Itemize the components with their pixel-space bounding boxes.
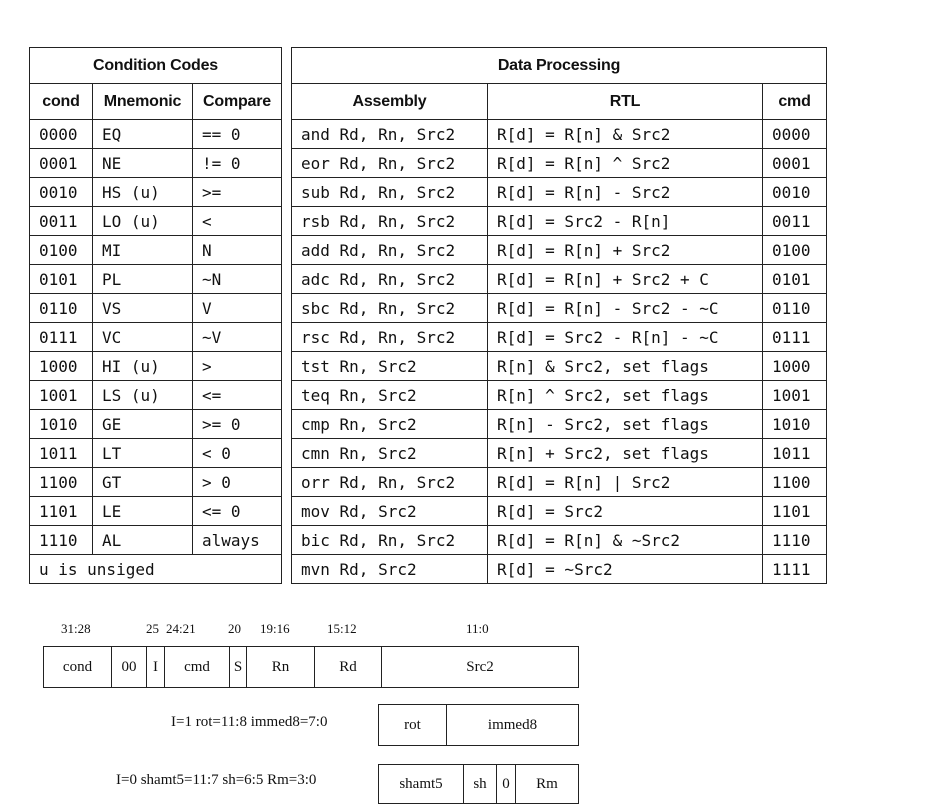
field-zero: 0 xyxy=(496,765,515,803)
cell-compare: <= xyxy=(193,381,282,410)
cell-cmd: 1010 xyxy=(763,410,827,439)
cell-rtl: R[n] ^ Src2, set flags xyxy=(488,381,763,410)
table-row xyxy=(30,149,282,178)
field-shamt5: shamt5 xyxy=(399,775,443,792)
field-rm: Rm xyxy=(515,765,578,803)
table-row xyxy=(30,410,282,439)
col-header-rtl: RTL xyxy=(488,84,763,120)
table-row xyxy=(292,468,827,497)
field-src2: Src2 xyxy=(381,647,578,687)
cell-compare: <= 0 xyxy=(193,497,282,526)
immediate-format-label: I=1 rot=11:8 immed8=7:0 xyxy=(171,714,328,730)
cell-cmd: 0011 xyxy=(763,207,827,236)
cell-cmd: 1100 xyxy=(763,468,827,497)
field-immed8: immed8 xyxy=(446,705,578,745)
cell-cond: 1101 xyxy=(30,497,93,526)
cell-compare: < xyxy=(193,207,282,236)
bit-label: 11:0 xyxy=(466,621,489,636)
bit-label: 31:28 xyxy=(61,621,91,636)
cell-mnemonic: HS (u) xyxy=(93,178,193,207)
cell-assembly: tst Rn, Src2 xyxy=(292,352,488,381)
cell-mnemonic: NE xyxy=(93,149,193,178)
cell-cond: 1010 xyxy=(30,410,93,439)
col-header-cmd: cmd xyxy=(763,84,827,120)
cell-rtl: R[d] = R[n] & Src2 xyxy=(488,120,763,149)
cell-assembly: mvn Rd, Src2 xyxy=(292,555,488,584)
table-row xyxy=(292,294,827,323)
cell-mnemonic: MI xyxy=(93,236,193,265)
cell-mnemonic: EQ xyxy=(93,120,193,149)
table-row xyxy=(292,381,827,410)
immediate-src2-box xyxy=(378,704,579,746)
cell-assembly: and Rd, Rn, Src2 xyxy=(292,120,488,149)
cell-cond: 1000 xyxy=(30,352,93,381)
cell-cond: 0100 xyxy=(30,236,93,265)
cell-compare: == 0 xyxy=(193,120,282,149)
bit-label: 25 xyxy=(146,621,159,636)
cell-assembly: orr Rd, Rn, Src2 xyxy=(292,468,488,497)
table-row xyxy=(30,381,282,410)
table-row xyxy=(30,352,282,381)
cell-compare: ~N xyxy=(193,265,282,294)
condition-codes-table xyxy=(29,47,282,584)
bit-label: 24:21 xyxy=(166,621,196,636)
table-row xyxy=(292,207,827,236)
cell-mnemonic: GT xyxy=(93,468,193,497)
table-row xyxy=(30,526,282,555)
cell-rtl: R[d] = R[n] - Src2 - ~C xyxy=(488,294,763,323)
cell-rtl: R[n] + Src2, set flags xyxy=(488,439,763,468)
cell-compare: always xyxy=(193,526,282,555)
cell-mnemonic: VC xyxy=(93,323,193,352)
table-row xyxy=(292,265,827,294)
table-row xyxy=(292,439,827,468)
cell-rtl: R[d] = R[n] - Src2 xyxy=(488,178,763,207)
cell-rtl: R[d] = R[n] + Src2 + C xyxy=(488,265,763,294)
cell-assembly: rsc Rd, Rn, Src2 xyxy=(292,323,488,352)
table-row xyxy=(292,526,827,555)
cell-rtl: R[d] = Src2 - R[n] - ~C xyxy=(488,323,763,352)
cell-assembly: bic Rd, Rn, Src2 xyxy=(292,526,488,555)
cell-compare: N xyxy=(193,236,282,265)
cell-rtl: R[n] & Src2, set flags xyxy=(488,352,763,381)
cell-mnemonic: LS (u) xyxy=(93,381,193,410)
cell-cond: 0001 xyxy=(30,149,93,178)
cell-cmd: 0110 xyxy=(763,294,827,323)
cell-rtl: R[d] = R[n] ^ Src2 xyxy=(488,149,763,178)
cell-compare: > xyxy=(193,352,282,381)
field-cmd: cmd xyxy=(164,647,229,687)
cell-rtl: R[d] = R[n] & ~Src2 xyxy=(488,526,763,555)
field-rn: Rn xyxy=(246,647,314,687)
table-row xyxy=(292,120,827,149)
cell-compare: != 0 xyxy=(193,149,282,178)
cell-mnemonic: LT xyxy=(93,439,193,468)
table-row xyxy=(30,468,282,497)
cell-cmd: 1101 xyxy=(763,497,827,526)
cell-assembly: teq Rn, Src2 xyxy=(292,381,488,410)
cell-mnemonic: GE xyxy=(93,410,193,439)
cell-assembly: add Rd, Rn, Src2 xyxy=(292,236,488,265)
footnote-row xyxy=(30,555,282,584)
table-row xyxy=(292,178,827,207)
field-s: S xyxy=(229,647,246,687)
field-rd: Rd xyxy=(314,647,381,687)
cell-cond: 1100 xyxy=(30,468,93,497)
cell-assembly: eor Rd, Rn, Src2 xyxy=(292,149,488,178)
cell-cmd: 1110 xyxy=(763,526,827,555)
cell-cond: 0011 xyxy=(30,207,93,236)
cell-cond: 0111 xyxy=(30,323,93,352)
cell-cmd: 0101 xyxy=(763,265,827,294)
instruction-word-box xyxy=(43,646,579,688)
table-row xyxy=(30,265,282,294)
field-cond: cond xyxy=(62,658,93,675)
table-row xyxy=(30,294,282,323)
cell-assembly: rsb Rd, Rn, Src2 xyxy=(292,207,488,236)
cell-compare: > 0 xyxy=(193,468,282,497)
table-row xyxy=(30,178,282,207)
cell-compare: V xyxy=(193,294,282,323)
cell-cond: 1001 xyxy=(30,381,93,410)
table-row xyxy=(292,497,827,526)
cell-cmd: 0010 xyxy=(763,178,827,207)
cell-assembly: adc Rd, Rn, Src2 xyxy=(292,265,488,294)
bit-label: 15:12 xyxy=(327,621,357,636)
table-row xyxy=(30,120,282,149)
register-format-label: I=0 shamt5=11:7 sh=6:5 Rm=3:0 xyxy=(116,772,317,788)
cell-cond: 0101 xyxy=(30,265,93,294)
col-header-cond: cond xyxy=(30,84,93,120)
table-row xyxy=(30,323,282,352)
data-processing-table xyxy=(291,47,827,584)
cell-mnemonic: LE xyxy=(93,497,193,526)
table-row xyxy=(292,555,827,584)
cell-rtl: R[d] = ~Src2 xyxy=(488,555,763,584)
cell-mnemonic: VS xyxy=(93,294,193,323)
col-header-assembly: Assembly xyxy=(292,84,488,120)
register-src2-box xyxy=(378,764,579,804)
cell-cond: 0010 xyxy=(30,178,93,207)
cell-cmd: 1011 xyxy=(763,439,827,468)
table-row xyxy=(30,207,282,236)
cell-assembly: cmp Rn, Src2 xyxy=(292,410,488,439)
cell-mnemonic: PL xyxy=(93,265,193,294)
cell-assembly: mov Rd, Src2 xyxy=(292,497,488,526)
cell-assembly: cmn Rn, Src2 xyxy=(292,439,488,468)
table-row xyxy=(30,497,282,526)
cell-mnemonic: HI (u) xyxy=(93,352,193,381)
bit-label: 20 xyxy=(228,621,241,636)
col-header-mnemonic: Mnemonic xyxy=(93,84,193,120)
cell-rtl: R[d] = Src2 xyxy=(488,497,763,526)
cell-rtl: R[n] - Src2, set flags xyxy=(488,410,763,439)
cell-rtl: R[d] = R[n] | Src2 xyxy=(488,468,763,497)
cell-cmd: 0000 xyxy=(763,120,827,149)
cell-rtl: R[d] = Src2 - R[n] xyxy=(488,207,763,236)
col-header-compare: Compare xyxy=(193,84,282,120)
table-row xyxy=(30,439,282,468)
cell-cmd: 0100 xyxy=(763,236,827,265)
table-row xyxy=(292,236,827,265)
cell-rtl: R[d] = R[n] + Src2 xyxy=(488,236,763,265)
cell-cmd: 0001 xyxy=(763,149,827,178)
cell-mnemonic: AL xyxy=(93,526,193,555)
field-i: I xyxy=(146,647,164,687)
cell-cmd: 1111 xyxy=(763,555,827,584)
cell-cmd: 1001 xyxy=(763,381,827,410)
cell-cond: 0000 xyxy=(30,120,93,149)
bit-label: 19:16 xyxy=(260,621,290,636)
table-row xyxy=(292,323,827,352)
cell-cmd: 1000 xyxy=(763,352,827,381)
table-row xyxy=(292,352,827,381)
cell-cond: 0110 xyxy=(30,294,93,323)
cell-cond: 1110 xyxy=(30,526,93,555)
cell-cond: 1011 xyxy=(30,439,93,468)
cell-compare: >= 0 xyxy=(193,410,282,439)
cell-assembly: sub Rd, Rn, Src2 xyxy=(292,178,488,207)
cell-compare: < 0 xyxy=(193,439,282,468)
field-sh: sh xyxy=(463,765,496,803)
cell-compare: ~V xyxy=(193,323,282,352)
unsigned-footnote: u is unsiged xyxy=(30,555,282,584)
table-row xyxy=(292,149,827,178)
table-row xyxy=(292,410,827,439)
cell-assembly: sbc Rd, Rn, Src2 xyxy=(292,294,488,323)
table-row xyxy=(30,236,282,265)
field-00: 00 xyxy=(111,647,146,687)
cell-mnemonic: LO (u) xyxy=(93,207,193,236)
cell-cmd: 0111 xyxy=(763,323,827,352)
field-rot: rot xyxy=(404,716,421,733)
data-processing-title: Data Processing xyxy=(292,48,827,84)
condition-codes-title: Condition Codes xyxy=(30,48,282,84)
cell-compare: >= xyxy=(193,178,282,207)
